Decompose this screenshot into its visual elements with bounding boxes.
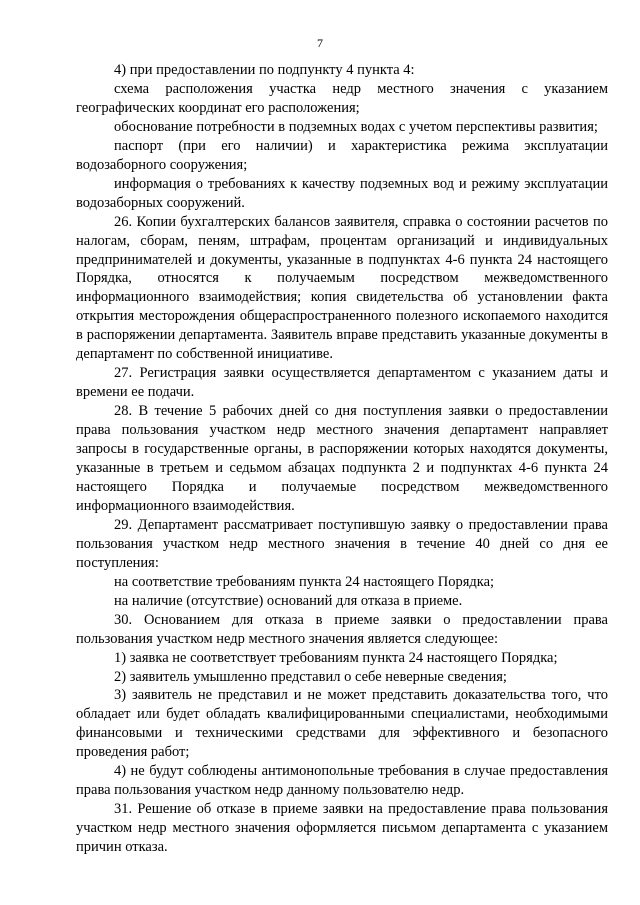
paragraph-clause-31: 31. Решение об отказе в приеме заявки на предоставление права пользования участком недр местного значения оформляется письмом департамента с указанием причин отказа.	[76, 801, 608, 856]
paragraph-clause-28: 28. В течение 5 рабочих дней со дня поступления заявки о предоставлении права пользования участком недр местного значения департамент направляет запросы в государственные органы, в распоряжении которых находятся документы, указанные в третьем и седьмом абзацах подпункта 2 и подпунктах 4-6 пункта 24 настоящего Порядка и получаемые посредством межведомственного информационного взаимодействия.	[76, 403, 608, 514]
paragraph-compliance-check: на соответствие требованиям пункта 24 настоящего Порядка;	[114, 573, 495, 590]
paragraph-passport: паспорт (при его наличии) и характеристика режима эксплуатации водозаборного сооружения;	[76, 137, 608, 173]
paragraph-refusal-reason-2: 2) заявитель умышленно представил о себе неверные сведения;	[114, 668, 507, 685]
paragraph-water-requirements: информация о требованиях к качеству подземных вод и режиму эксплуатации водозаборных сооружений.	[76, 175, 608, 211]
paragraph-refusal-reason-4: 4) не будут соблюдены антимонопольные требования в случае предоставления права пользования участком недр данному пользователю недр.	[76, 763, 608, 799]
paragraph-clause-30: 30. Основанием для отказа в приеме заявки о предоставлении права пользования участком недр местного значения является следующее:	[76, 611, 608, 647]
paragraph-refusal-grounds-check: на наличие (отсутствие) оснований для отказа в приеме.	[114, 592, 463, 609]
paragraph-clause-26: 26. Копии бухгалтерских балансов заявителя, справка о состоянии расчетов по налогам, сборам, пеням, штрафам, процентам организаций и индивидуальных предпринимателей и документы, указанные в подпунктах 4-6 пункта 24 настоящего Порядка, относятся к получаемым посредством межведомственного информационного взаимодействия; копия свидетельства об установлении факта открытия месторождения общераспространенного полезного ископаемого находится в распоряжении департамента. Заявитель вправе представить указанные документы в департамент по собственной инициативе.	[76, 213, 608, 363]
paragraph-site-scheme: схема расположения участка недр местного значения с указанием географических координат его расположения;	[76, 80, 608, 116]
paragraph-clause-4-intro: 4) при предоставлении по подпункту 4 пункта 4:	[114, 62, 415, 78]
paragraph-clause-27: 27. Регистрация заявки осуществляется департаментом с указанием даты и времени ее подачи.	[76, 365, 608, 401]
paragraph-refusal-reason-3: 3) заявитель не представил и не может представить доказательства того, что обладает или будет обладать квалифицированными специалистами, необходимыми финансовыми и техническими средствами для эффективного и безопасного проведения работ;	[76, 687, 608, 761]
paragraph-clause-29: 29. Департамент рассматривает поступившую заявку о предоставлении права пользования участком недр местного значения в течение 40 дней со дня ее поступления:	[76, 516, 608, 571]
paragraph-need-justification: обоснование потребности в подземных водах с учетом перспективы развития;	[114, 118, 598, 135]
paragraph-refusal-reason-1: 1) заявка не соответствует требованиям пункта 24 настоящего Порядка;	[114, 649, 558, 666]
page-number: 7	[317, 36, 323, 50]
document-body	[76, 61, 608, 857]
